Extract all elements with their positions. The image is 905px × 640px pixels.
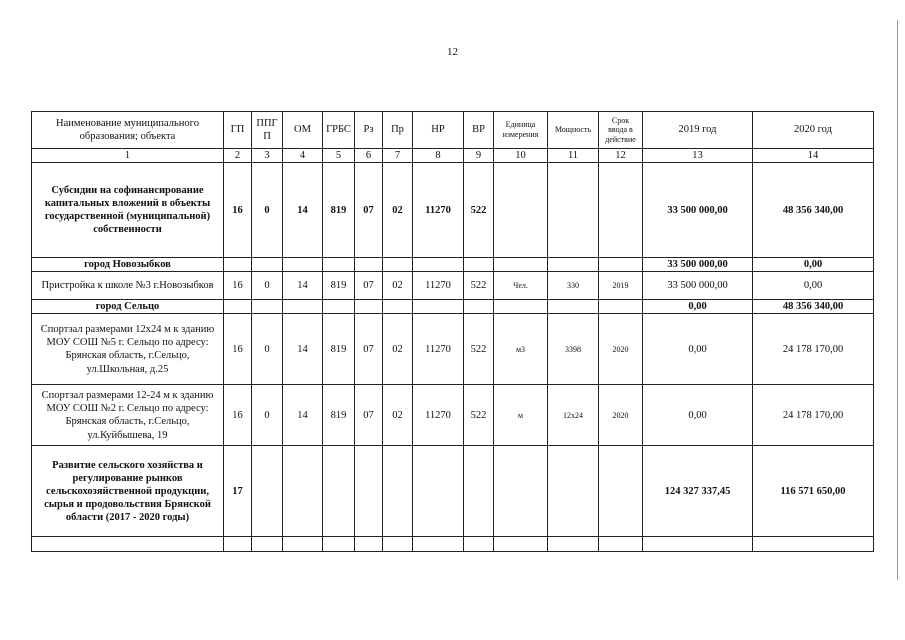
cell-om: 14 — [283, 385, 323, 446]
cell-pr: 02 — [383, 314, 413, 385]
cell-power: 12х24 — [548, 385, 599, 446]
index-cell: 13 — [643, 149, 753, 163]
cell-srok: 2020 — [599, 385, 643, 446]
index-cell: 3 — [252, 149, 283, 163]
cell-grbs: 819 — [323, 163, 355, 258]
cell-unit: м3 — [494, 314, 548, 385]
header-gp: ГП — [224, 112, 252, 149]
cell-grbs: 819 — [323, 385, 355, 446]
cell-srok: 2020 — [599, 314, 643, 385]
page-edge-line — [897, 20, 898, 580]
cell-nr: 11270 — [413, 163, 464, 258]
index-row — [32, 149, 874, 163]
row-name: Пристройка к школе №3 г.Новозыбков — [32, 272, 224, 300]
cell-2019: 0,00 — [643, 385, 753, 446]
table-row-school-annex — [32, 272, 874, 300]
cell-rz: 07 — [355, 385, 383, 446]
cell-2020: 24 178 170,00 — [753, 385, 874, 446]
header-vr: ВР — [464, 112, 494, 149]
index-cell: 8 — [413, 149, 464, 163]
row-name: Спортзал размерами 12-24 м к зданию МОУ СОШ №2 г. Сельцо по адресу: Брянская область, г.Сельцо, ул.Куйбышева, 19 — [32, 385, 224, 446]
cell-power — [548, 163, 599, 258]
cell-pr: 02 — [383, 163, 413, 258]
cell-gp: 16 — [224, 272, 252, 300]
header-rz: Рз — [355, 112, 383, 149]
header-om: ОМ — [283, 112, 323, 149]
row-name: Спортзал размерами 12х24 м к зданию МОУ СОШ №5 г. Сельцо по адресу: Брянская область, г.Сельцо, ул.Школьная, д.25 — [32, 314, 224, 385]
cell-rz: 07 — [355, 272, 383, 300]
header-srok: Срок ввода в действие — [599, 112, 643, 149]
cell-gp: 16 — [224, 314, 252, 385]
cell-om: 14 — [283, 314, 323, 385]
cell-grbs: 819 — [323, 314, 355, 385]
cell-2020: 0,00 — [753, 272, 874, 300]
cell-2019: 0,00 — [643, 314, 753, 385]
cell-om: 14 — [283, 163, 323, 258]
row-name: Субсидии на софинансирование капитальных вложений в объекты государственной (муниципальной) собственности — [32, 163, 224, 258]
cell-2020: 24 178 170,00 — [753, 314, 874, 385]
cell-2020: 48 356 340,00 — [753, 300, 874, 314]
cell-unit — [494, 163, 548, 258]
cell-srok — [599, 163, 643, 258]
cell-rz: 07 — [355, 314, 383, 385]
header-grbs: ГРБС — [323, 112, 355, 149]
cell-2019: 33 500 000,00 — [643, 258, 753, 272]
cell-gp: 16 — [224, 163, 252, 258]
index-cell: 1 — [32, 149, 224, 163]
cell-ppgp: 0 — [252, 163, 283, 258]
cell-grbs: 819 — [323, 272, 355, 300]
cell-2020: 0,00 — [753, 258, 874, 272]
cell-ppgp: 0 — [252, 314, 283, 385]
cell-nr: 11270 — [413, 385, 464, 446]
header-name: Наименование муниципального образования; объекта — [32, 112, 224, 149]
table-row-sportshall-2 — [32, 385, 874, 446]
row-name: город Новозыбков — [32, 258, 224, 272]
cell-rz: 07 — [355, 163, 383, 258]
cell-srok: 2019 — [599, 272, 643, 300]
cell-power: 330 — [548, 272, 599, 300]
header-power: Мощность — [548, 112, 599, 149]
table-row-subsidy — [32, 163, 874, 258]
row-name: город Сельцо — [32, 300, 224, 314]
cell-vr: 522 — [464, 385, 494, 446]
index-cell: 5 — [323, 149, 355, 163]
header-nr: НР — [413, 112, 464, 149]
index-cell: 14 — [753, 149, 874, 163]
cell-2019: 33 500 000,00 — [643, 272, 753, 300]
index-cell: 11 — [548, 149, 599, 163]
table-row-empty — [32, 537, 874, 552]
index-cell: 2 — [224, 149, 252, 163]
cell-vr: 522 — [464, 163, 494, 258]
header-2019: 2019 год — [643, 112, 753, 149]
cell-2019: 0,00 — [643, 300, 753, 314]
header-pr: Пр — [383, 112, 413, 149]
header-2020: 2020 год — [753, 112, 874, 149]
header-unit: Единица измерения — [494, 112, 548, 149]
header-row — [32, 112, 874, 149]
cell-power: 3398 — [548, 314, 599, 385]
cell-2019: 124 327 337,45 — [643, 446, 753, 537]
cell-ppgp: 0 — [252, 272, 283, 300]
budget-table — [31, 111, 874, 552]
cell-vr: 522 — [464, 272, 494, 300]
table-row-sportshall-5 — [32, 314, 874, 385]
cell-2019: 33 500 000,00 — [643, 163, 753, 258]
cell-ppgp: 0 — [252, 385, 283, 446]
cell-2020: 48 356 340,00 — [753, 163, 874, 258]
index-cell: 10 — [494, 149, 548, 163]
index-cell: 9 — [464, 149, 494, 163]
cell-unit: м — [494, 385, 548, 446]
cell-unit: Чел. — [494, 272, 548, 300]
cell-gp: 17 — [224, 446, 252, 537]
cell-vr: 522 — [464, 314, 494, 385]
cell-nr: 11270 — [413, 314, 464, 385]
cell-om: 14 — [283, 272, 323, 300]
cell-gp: 16 — [224, 385, 252, 446]
page-number: 12 — [447, 46, 458, 58]
index-cell: 4 — [283, 149, 323, 163]
cell-pr: 02 — [383, 272, 413, 300]
cell-nr: 11270 — [413, 272, 464, 300]
table-row-city-novozybkov — [32, 258, 874, 272]
table-row-agriculture — [32, 446, 874, 537]
row-name: Развитие сельского хозяйства и регулирование рынков сельскохозяйственной продукции, сырья и продовольствия Брянской области (2017 - 2020 годы) — [32, 446, 224, 537]
cell-2020: 116 571 650,00 — [753, 446, 874, 537]
index-cell: 7 — [383, 149, 413, 163]
header-ppgp: ППГ П — [252, 112, 283, 149]
index-cell: 6 — [355, 149, 383, 163]
index-cell: 12 — [599, 149, 643, 163]
cell-pr: 02 — [383, 385, 413, 446]
table-row-city-seltso — [32, 300, 874, 314]
